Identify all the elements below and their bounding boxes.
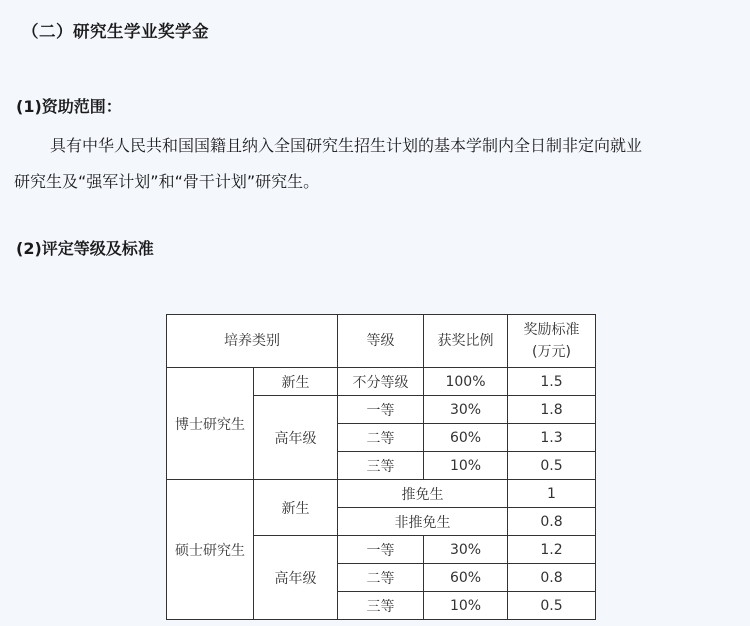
scope-text-line-2: 研究生及“强军计划”和“骨干计划”研究生。 (14, 172, 320, 191)
scope-paragraph (14, 128, 744, 200)
doctoral-label: 博士研究生 (167, 368, 254, 480)
doctoral-level: 一等 (338, 396, 424, 424)
master-label: 硕士研究生 (167, 480, 254, 620)
doctoral-ratio: 60% (424, 424, 508, 452)
scholarship-table (166, 314, 596, 620)
master-level: 一等 (338, 536, 424, 564)
doctoral-senior-label: 高年级 (254, 396, 338, 480)
master-ratio: 30% (424, 536, 508, 564)
master-amount: 0.5 (508, 592, 596, 620)
master-ratio: 60% (424, 564, 508, 592)
scope-text-line-1: 具有中华人民共和国国籍且纳入全国研究生招生计划的基本学制内全日制非定向就业 (50, 136, 643, 155)
criteria-heading: (2)评定等级及标准 (16, 239, 154, 258)
master-new-type: 非推免生 (338, 508, 508, 536)
section-title: （二）研究生学业奖学金 (22, 22, 209, 41)
master-ratio: 10% (424, 592, 508, 620)
header-level: 等级 (338, 315, 424, 368)
doctoral-new-label: 新生 (254, 368, 338, 396)
doctoral-amount: 1.8 (508, 396, 596, 424)
doctoral-new-level: 不分等级 (338, 368, 424, 396)
header-standard-line-1: 奖励标准 (523, 322, 580, 338)
doctoral-ratio: 10% (424, 452, 508, 480)
doctoral-ratio: 30% (424, 396, 508, 424)
header-standard-line-2: (万元) (532, 344, 571, 360)
master-new-type: 推免生 (338, 480, 508, 508)
master-new-amount: 0.8 (508, 508, 596, 536)
master-amount: 1.2 (508, 536, 596, 564)
header-ratio: 获奖比例 (424, 315, 508, 368)
table-row (167, 480, 596, 508)
master-senior-label: 高年级 (254, 536, 338, 620)
master-level: 三等 (338, 592, 424, 620)
doctoral-level: 三等 (338, 452, 424, 480)
table-row (167, 368, 596, 396)
master-new-label: 新生 (254, 480, 338, 536)
master-amount: 0.8 (508, 564, 596, 592)
doctoral-new-ratio: 100% (424, 368, 508, 396)
header-category: 培养类别 (167, 315, 338, 368)
master-new-amount: 1 (508, 480, 596, 508)
table-header-row (167, 315, 596, 368)
scope-heading: (1)资助范围： (16, 97, 122, 116)
doctoral-level: 二等 (338, 424, 424, 452)
master-level: 二等 (338, 564, 424, 592)
doctoral-amount: 1.3 (508, 424, 596, 452)
doctoral-amount: 0.5 (508, 452, 596, 480)
doctoral-new-amount: 1.5 (508, 368, 596, 396)
header-standard (508, 315, 596, 368)
